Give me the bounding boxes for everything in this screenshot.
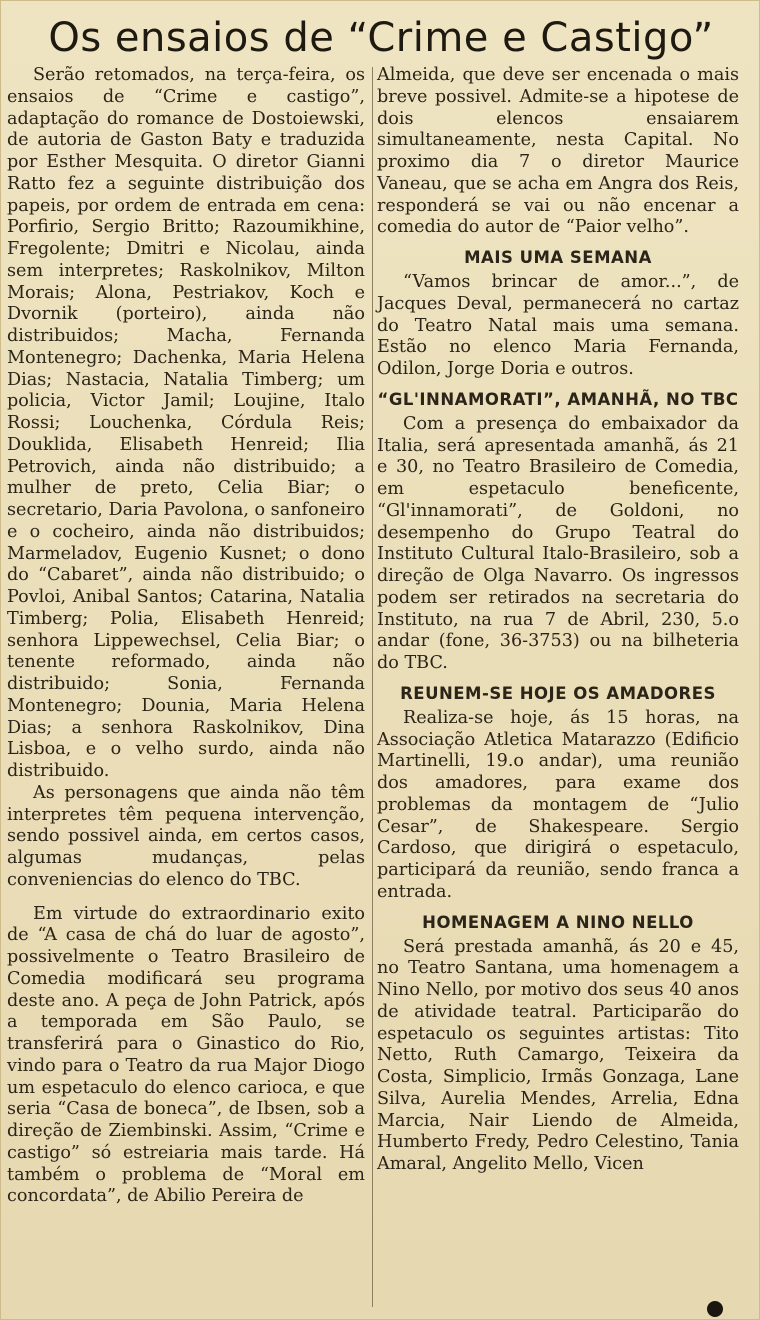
right-column (377, 65, 739, 1176)
article-paragraph: Almeida, que deve ser encenada o mais breve possivel. Admite-se a hipotese de dois elencos ensaiarem simultaneamente, nesta Capital. No proximo dia 7 o diretor Maurice Vaneau, que se acha em Angra dos Reis, responderá se vai ou não encenar a comedia do autor de “Paior velho”. (377, 65, 739, 238)
column-divider (372, 67, 373, 1307)
ink-dot-mark (707, 1301, 723, 1317)
article-paragraph: Será prestada amanhã, ás 20 e 45, no Teatro Santana, uma homenagem a Nino Nello, por motivo dos seus 40 anos de atividade teatral. Participarão do espetaculo os seguintes artistas: Tito Netto, Ruth Camargo, Teixeira da Costa, Simplicio, Irmãs Gonzaga, Lane Silva, Aurelia Mendes, Arrelia, Edna Marcia, Nair Liendo de Almeida, Humberto Fredy, Pedro Celestino, Tania Amaral, Angelito Mello, Vicen (377, 936, 739, 1174)
article-paragraph: Em virtude do extraordinario exito de “A casa de chá do luar de agosto”, possivelmente o Teatro Brasileiro de Comedia modificará seu programa deste ano. A peça de John Patrick, após a temporada em São Paulo, se transferirá para o Ginastico do Rio, vindo para o Teatro da rua Major Diogo um espetaculo do elenco carioca, e que seria “Casa de boneca”, de Ibsen, sob a direção de Ziembinski. Assim, “Crime e castigo” só estreiaria mais tarde. Há também o problema de “Moral em concordata”, de Abilio Pereira de (7, 903, 365, 1207)
article-paragraph: “Vamos brincar de amor...”, de Jacques Deval, permanecerá no cartaz do Teatro Natal mais uma semana. Estão no elenco Maria Fernanda, Odilon, Jorge Doria e outros. (377, 272, 739, 379)
section-heading: MAIS UMA SEMANA (464, 248, 652, 267)
section-heading: REUNEM-SE HOJE OS AMADORES (400, 683, 716, 703)
article-paragraph: Realiza-se hoje, ás 15 horas, na Associação Atletica Matarazzo (Edificio Martinelli, 19.o andar), uma reunião dos amadores, para exame dos problemas da montagem de “Julio Cesar”, de Shakespeare. Sergio Cardoso, que dirigirá o espetaculo, participará da reunião, sendo franca a entrada. (377, 707, 739, 902)
article-paragraph: Serão retomados, na terça-feira, os ensaios de “Crime e castigo”, adaptação do romance de Dostoiewski, de autoria de Gaston Baty e traduzida por Esther Mesquita. O diretor Gianni Ratto fez a seguinte distribuição dos papeis, por ordem de entrada em cena: Porfirio, Sergio Britto; Razoumikhine, Fregolente; Dmitri e Nicolau, ainda sem interpretes; Raskolnikov, Milton Morais; Alona, Pestriakov, Koch e Dvornik (porteiro), ainda não distribuidos; Macha, Fernanda Montenegro; Dachenka, Maria Helena Dias; Nastacia, Natalia Timberg; um policia, Victor Jamil; Loujine, Italo Rossi; Louchenka, Córdula Reis; Douklida, Elisabeth Henreid; Ilia Petrovich, ainda não distribuido; a mulher de preto, Celia Biar; o secretario, Daria Pavolona, o sanfoneiro e o cocheiro, ainda não distribuidos; Marmeladov, Eugenio Kusnet; o dono do “Cabaret”, ainda não distribuido; o Povloi, Anibal Santos; Catarina, Natalia Timberg; Polia, Elisabeth Henreid; senhora Lippewechsel, Celia Biar; o tenente reformado, ainda não distribuido; Sonia, Fernanda Montenegro; Dounia, Maria Helena Dias; a senhora Raskolnikov, Dina Lisboa, e o velho surdo, ainda não distribuido. (7, 65, 366, 781)
headline: Os ensaios de “Crime e Castigo” (48, 15, 714, 61)
paragraph-gap (7, 892, 365, 904)
left-column (7, 65, 369, 1208)
section-heading: “GL'INNAMORATI”, AMANHÃ, NO TBC (377, 389, 739, 409)
article-paragraph: As personagens que ainda não têm interpretes têm pequena intervenção, sendo possivel ainda, em certos casos, algumas mudanças, pelas conveniencias do elenco do TBC. (7, 782, 365, 890)
article-paragraph: Com a presença do embaixador da Italia, será apresentada amanhã, ás 21 e 30, no Teatro Brasileiro de Comedia, em espetaculo beneficente, “Gl'innamorati”, de Goldoni, no desempenho do Grupo Teatral do Instituto Cultural Italo-Brasileiro, sob a direção de Olga Navarro. Os ingressos podem ser retirados na secretaria do Instituto, na rua 7 de Abril, 230, 5.o andar (fone, 36-3753) ou na bilheteria do TBC. (377, 413, 739, 673)
section-heading: HOMENAGEM A NINO NELLO (422, 912, 694, 932)
